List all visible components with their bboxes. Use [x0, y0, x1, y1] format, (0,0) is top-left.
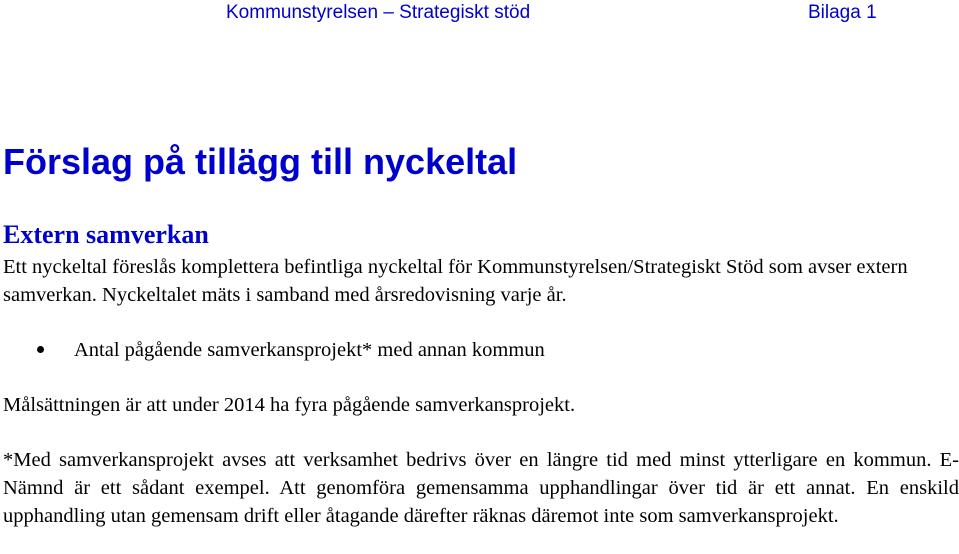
footnote-paragraph: *Med samverkansprojekt avses att verksamhet bedrivs över en längre tid med minst ytterligare en kommun. E-Nämnd är ett sådant exempel. Att genomföra gemensamma upphandlingar över tid är ett annat. En enskild upphandling utan gemensam drift eller åtagande därefter räknas däremot inte som samverkansprojekt.: [3, 449, 959, 527]
goal-paragraph: Målsättningen är att under 2014 ha fyra pågående samverkansprojekt.: [3, 394, 576, 416]
header-attachment-label: Bilaga 1: [808, 2, 877, 23]
bullet-dot-icon: [37, 346, 44, 353]
header-department: Kommunstyrelsen – Strategiskt stöd: [226, 2, 531, 23]
bullet-text: Antal pågående samverkansprojekt* med annan kommun: [74, 339, 545, 361]
page-title: Förslag på tillägg till nyckeltal: [3, 141, 518, 182]
section-heading: Extern samverkan: [3, 220, 209, 249]
intro-paragraph: Ett nyckeltal föreslås komplettera befintliga nyckeltal för Kommunstyrelsen/Strategiskt Stöd som avser extern samverkan. Nyckeltalet mäts i samband med årsredovisning varje år.: [3, 256, 908, 306]
bullet-item: [37, 336, 545, 364]
